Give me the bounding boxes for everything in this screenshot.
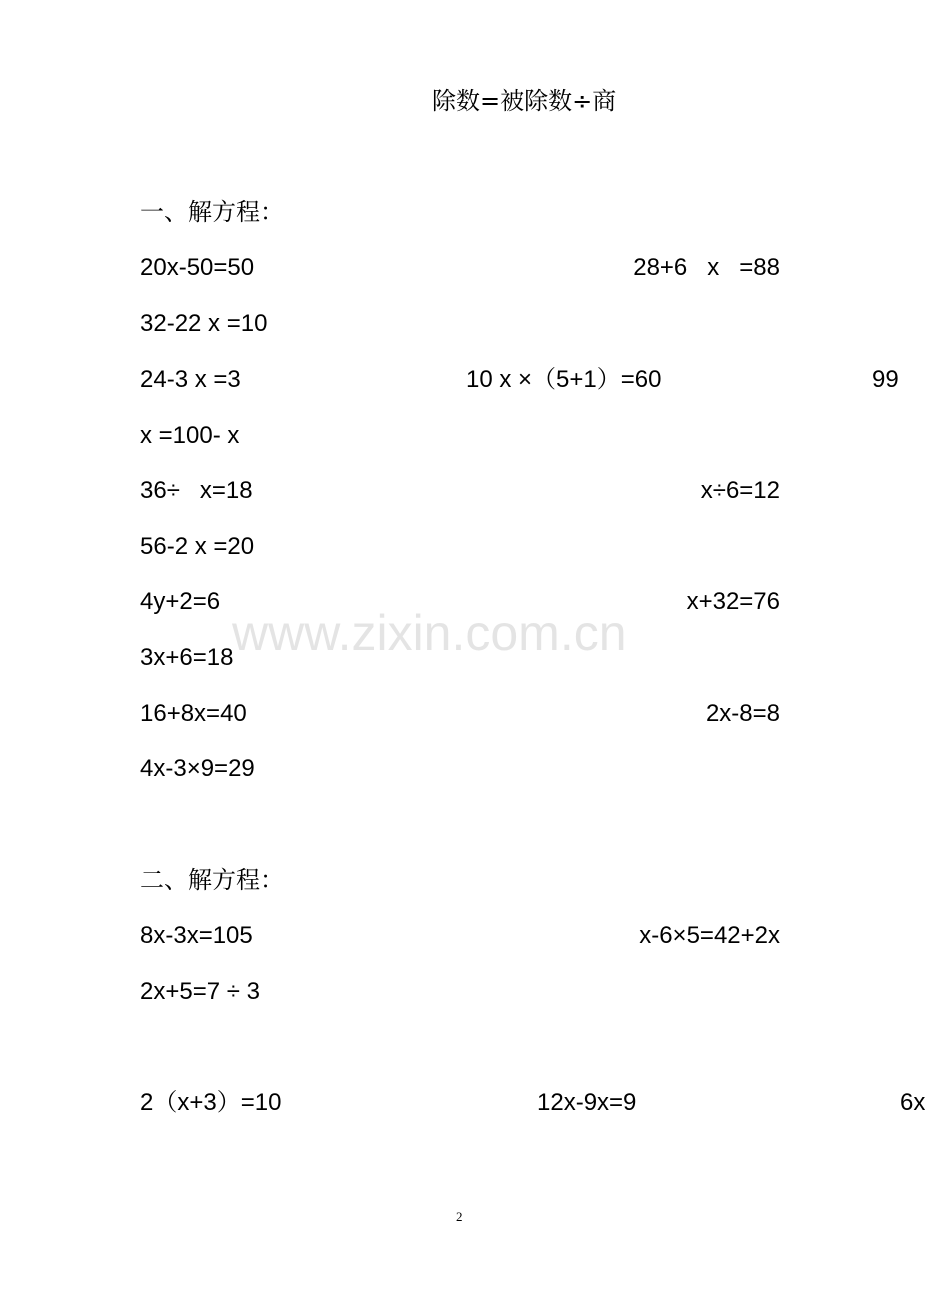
equation: 20x-50=50 — [140, 254, 255, 281]
equation: x+32=76 — [686, 588, 780, 615]
equation: 6x — [900, 1089, 925, 1116]
equation: 36÷ x=18 — [140, 477, 253, 504]
equation: 16+8x=40 — [140, 700, 247, 727]
header-formula: 除数=被除数÷商 — [432, 87, 617, 115]
section-2-title: 二、解方程： — [140, 866, 284, 894]
equation: 4y+2=6 — [140, 588, 221, 615]
page-number: 2 — [456, 1209, 463, 1224]
equation: 2x+5=7 ÷ 3 — [140, 978, 260, 1005]
equation: 28+6 x =88 — [633, 254, 780, 281]
equation: 12x-9x=9 — [537, 1089, 637, 1116]
equation: 32-22 x =10 — [140, 310, 268, 337]
equation: 24-3 x =3 — [140, 366, 241, 393]
equation: x÷6=12 — [700, 477, 780, 504]
watermark: www.zixin.com.cn — [232, 605, 627, 661]
equation: 3x+6=18 — [140, 644, 234, 671]
equation: 56-2 x =20 — [140, 533, 255, 560]
equation: 10 x ×（5+1）=60 — [466, 366, 662, 393]
equation: 8x-3x=105 — [140, 922, 253, 949]
equation: 2x-8=8 — [705, 700, 780, 727]
section-1-title: 一、解方程： — [140, 198, 284, 226]
equation: x =100- x — [140, 422, 240, 449]
equation: 4x-3×9=29 — [140, 755, 255, 782]
equation: 2（x+3）=10 — [140, 1089, 282, 1116]
equation: x-6×5=42+2x — [639, 922, 780, 949]
equation: 99 — [872, 366, 899, 393]
